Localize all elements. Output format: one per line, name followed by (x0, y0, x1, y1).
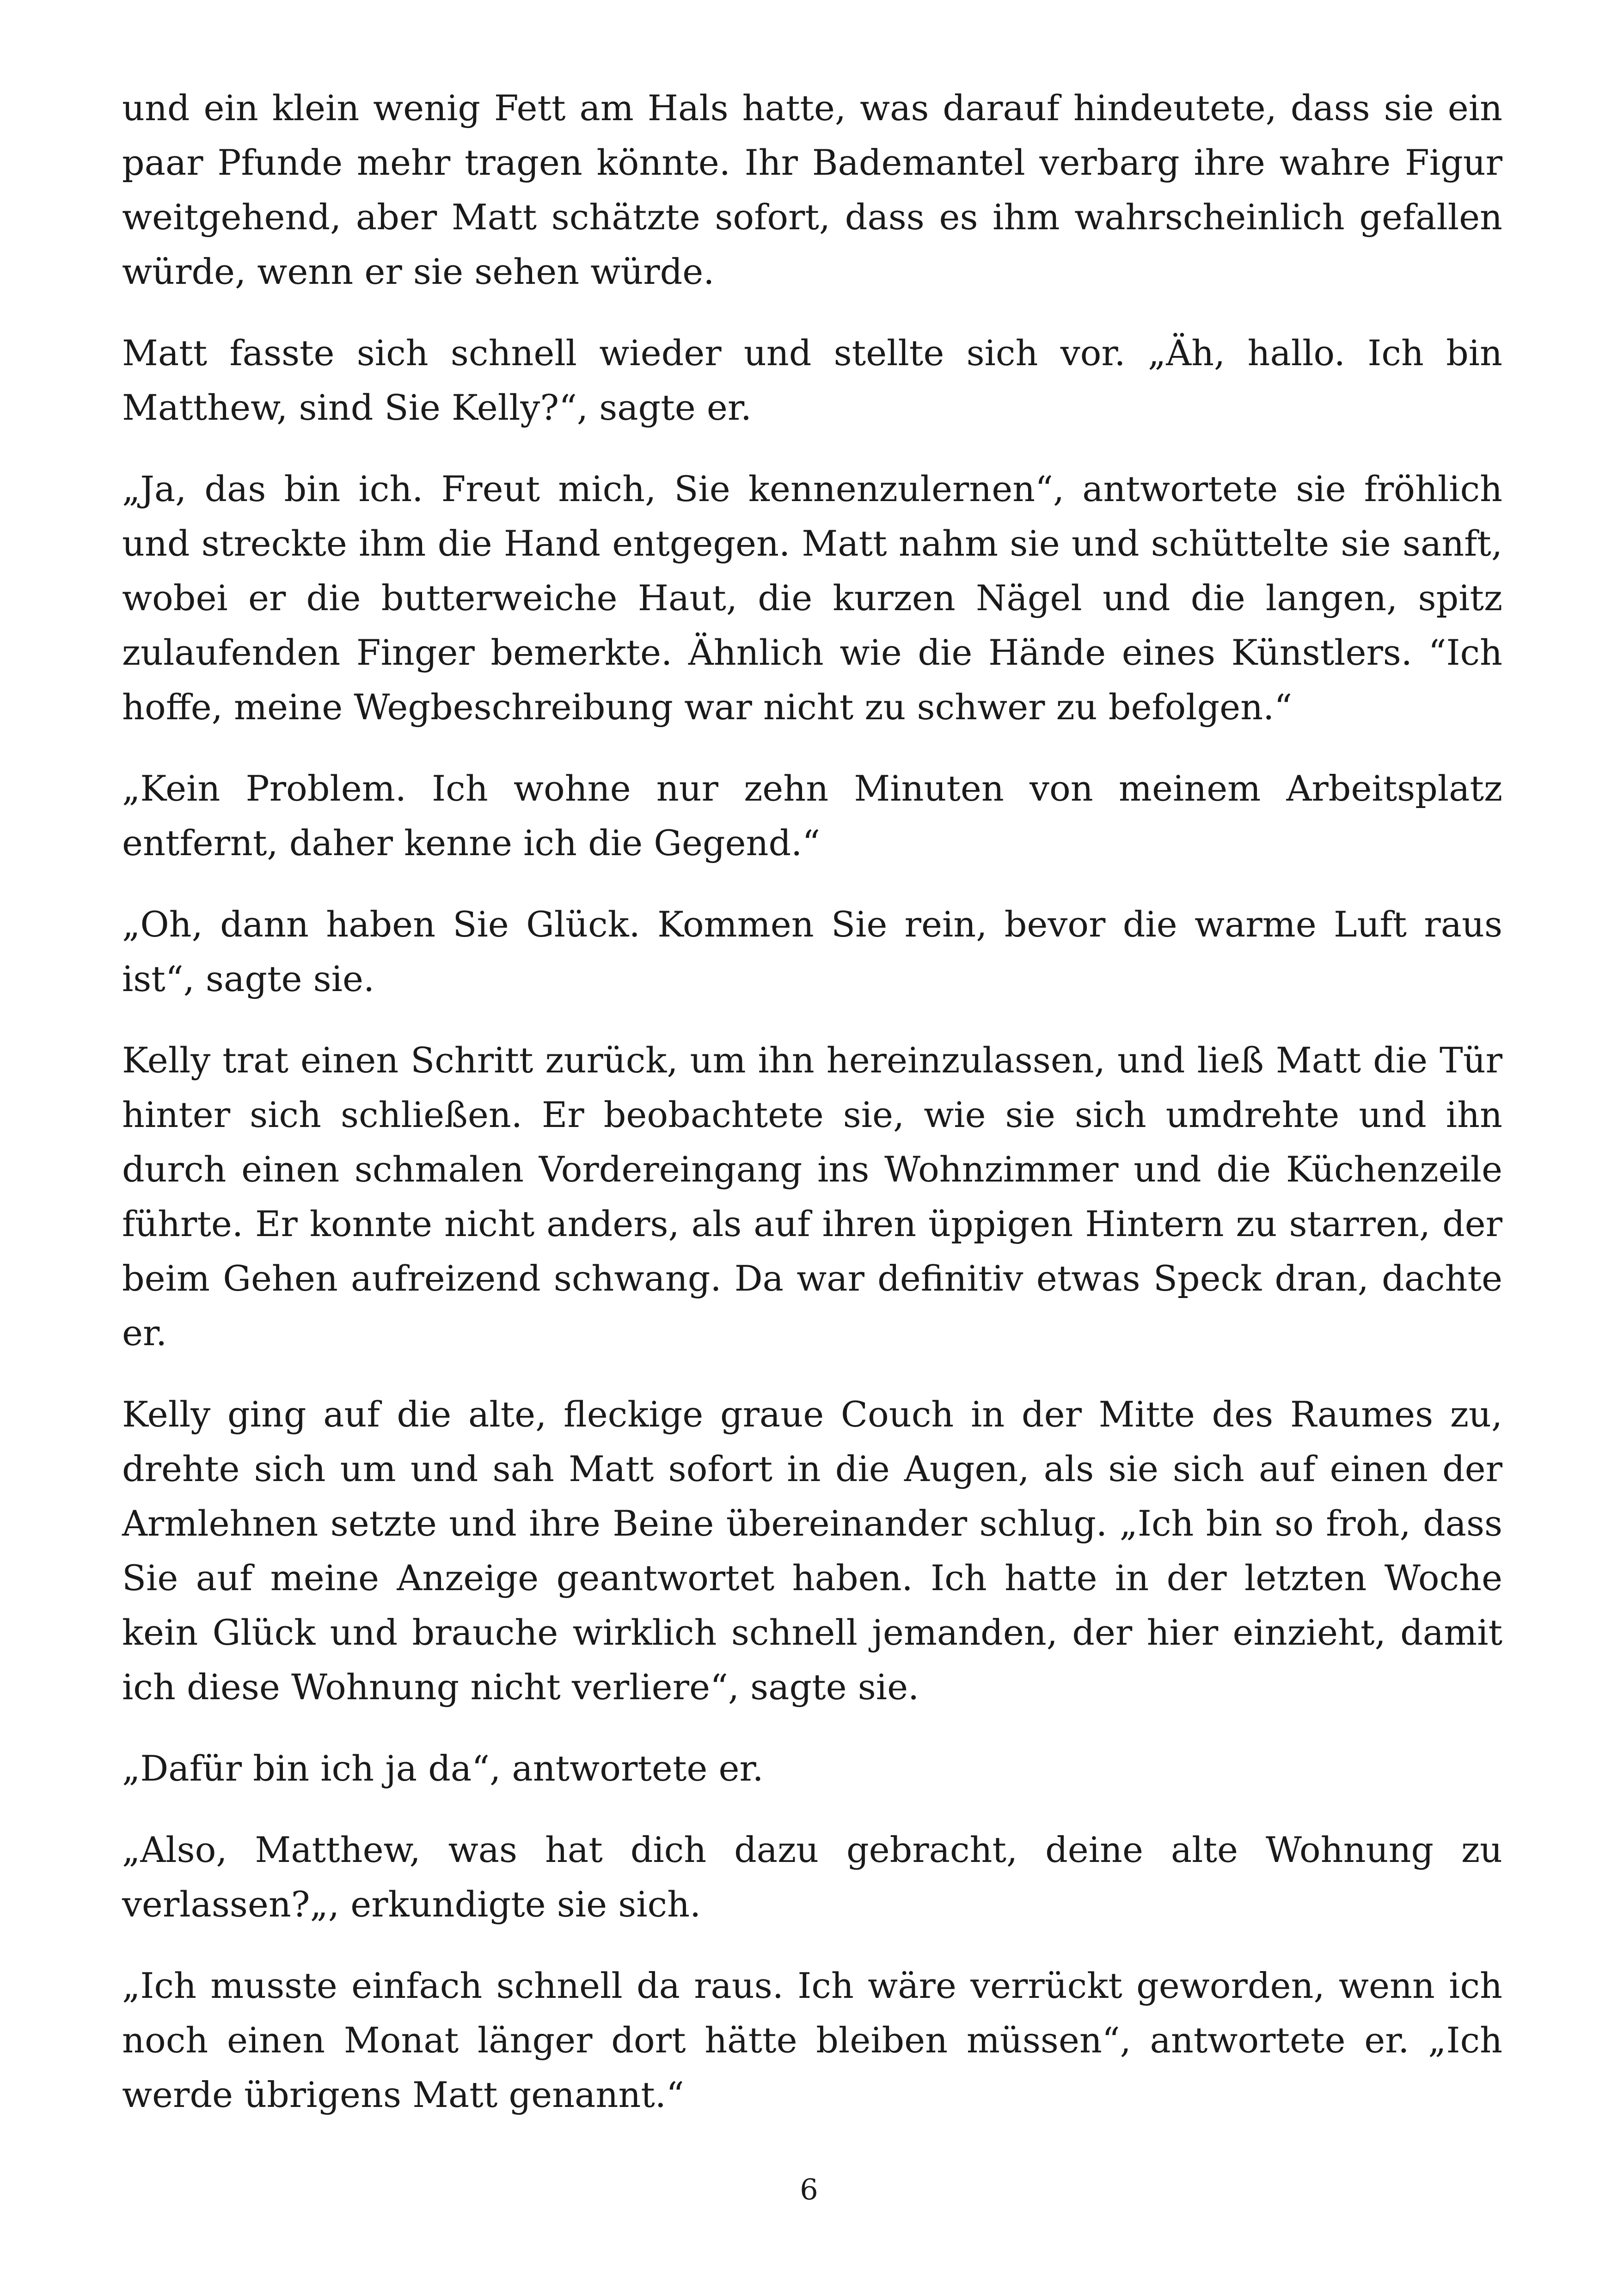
paragraph-4: „Kein Problem. Ich wohne nur zehn Minuten von meinem Arbeitsplatz entfernt, daher kenne ich die Gegend.“ (122, 768, 1502, 863)
paragraph-7: Kelly ging auf die alte, fleckige graue Couch in der Mitte des Raumes zu, drehte sich um und sah Matt sofort in die Augen, als sie sich auf einen der Armlehnen setzte und ihre Beine übereinander schlug. „Ich bin so froh, dass Sie auf meine Anzeige geantwortet haben. Ich hatte in der letzten Woche kein Glück und brauche wirklich schnell jemanden, der hier einzieht, damit ich diese Wohnung nicht verliere“, sagte sie. (122, 1394, 1502, 1708)
paragraph-1: und ein klein wenig Fett am Hals hatte, was darauf hindeutete, dass sie ein paar Pfunde mehr tragen könnte. Ihr Bademantel verbarg ihre wahre Figur weitgehend, aber Matt schätzte sofort, dass es ihm wahrscheinlich gefallen würde, wenn er sie sehen würde. (122, 87, 1502, 292)
page-number: 6 (800, 2173, 818, 2206)
paragraph-9: „Also, Matthew, was hat dich dazu gebracht, deine alte Wohnung zu verlassen?„, erkundigte sie sich. (122, 1829, 1502, 1925)
page-body (122, 81, 1502, 2149)
paragraph-10: „Ich musste einfach schnell da raus. Ich wäre verrückt geworden, wenn ich noch einen Monat länger dort hätte bleiben müssen“, antwortete er. „Ich werde übrigens Matt genannt.“ (122, 1965, 1502, 2115)
paragraph-5: „Oh, dann haben Sie Glück. Kommen Sie rein, bevor die warme Luft raus ist“, sagte sie. (122, 904, 1502, 999)
paragraph-8: „Dafür bin ich ja da“, antwortete er. (122, 1748, 764, 1789)
paragraph-6: Kelly trat einen Schritt zurück, um ihn hereinzulassen, und ließ Matt die Tür hinter sich schließen. Er beobachtete sie, wie sie sich umdrehte und ihn durch einen schmalen Vordereingang ins Wohnzimmer und die Küchenzeile führte. Er konnte nicht anders, als auf ihren üppigen Hintern zu starren, der beim Gehen aufreizend schwang. Da war definitiv etwas Speck dran, dachte er. (122, 1040, 1502, 1353)
paragraph-2: Matt fasste sich schnell wieder und stellte sich vor. „Äh, hallo. Ich bin Matthew, sind Sie Kelly?“, sagte er. (122, 332, 1502, 428)
paragraph-3: „Ja, das bin ich. Freut mich, Sie kennenzulernen“, antwortete sie fröhlich und streckte ihm die Hand entgegen. Matt nahm sie und schüttelte sie sanft, wobei er die butterweiche Haut, die kurzen Nägel und die langen, spitz zulaufenden Finger bemerkte. Ähnlich wie die Hände eines Künstlers. “Ich hoffe, meine Wegbeschreibung war nicht zu schwer zu befolgen.“ (122, 468, 1502, 728)
